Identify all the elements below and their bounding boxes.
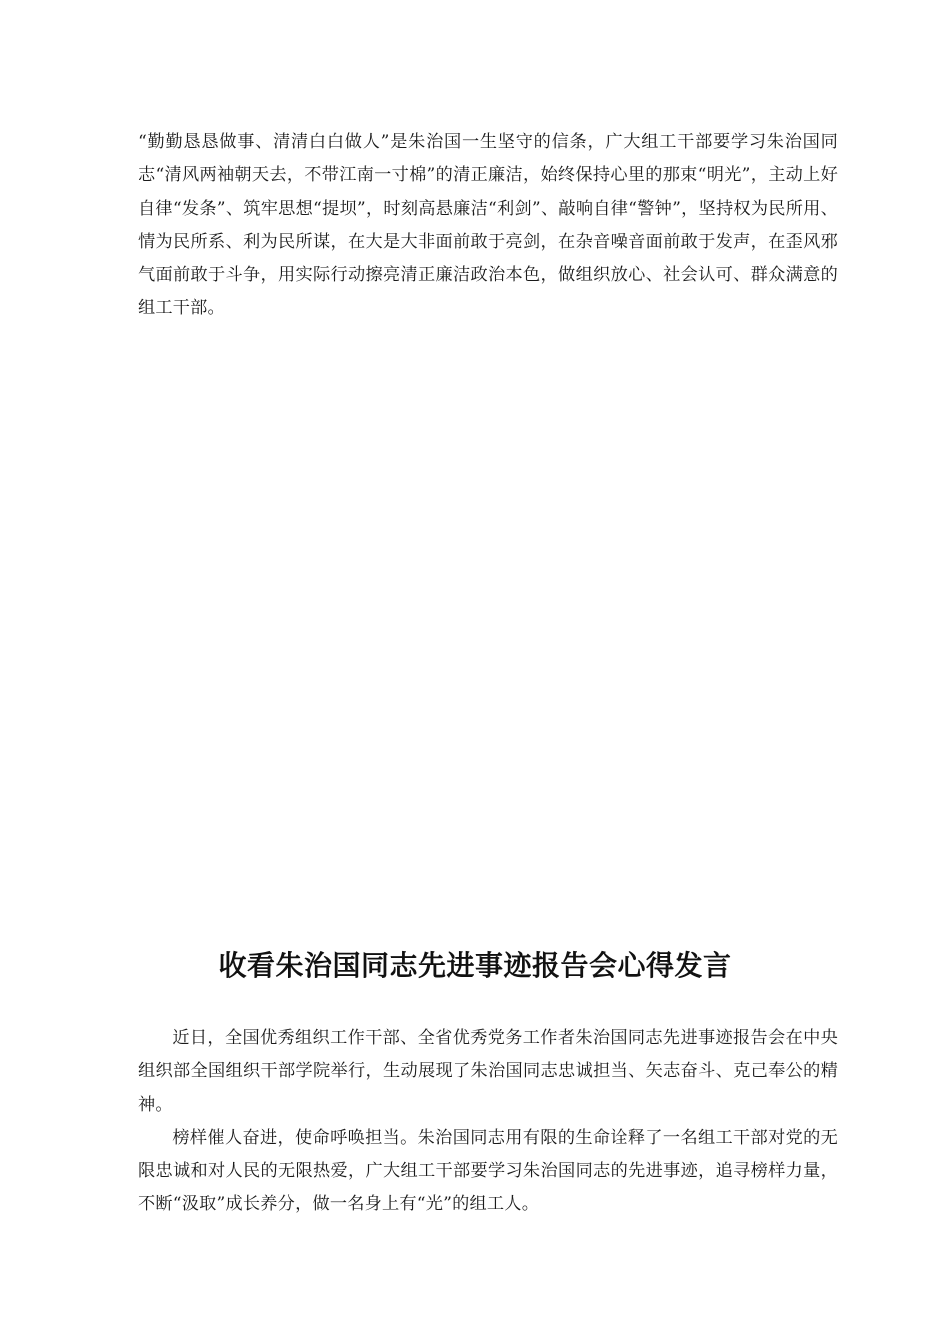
bottom-text-block (138, 1022, 838, 1222)
body-paragraph: 榜样催人奋进，使命呼唤担当。朱治国同志用有限的生命诠释了一名组工干部对党的无限忠诚和对人民的无限热爱，广大组工干部要学习朱治国同志的先进事迹，追寻榜样力量，不断“汲取”成长养分，做一名身上有“光”的组工人。 (138, 1127, 838, 1215)
top-text-block (138, 126, 838, 326)
body-paragraph: 近日，全国优秀组织工作干部、全省优秀党务工作者朱治国同志先进事迹报告会在中央组织部全国组织干部学院举行，生动展现了朱治国同志忠诚担当、矢志奋斗、克己奉公的精神。 (138, 1028, 838, 1115)
document-title: 收看朱治国同志先进事迹报告会心得发言 (218, 949, 732, 982)
body-paragraph: “勤勤恳恳做事、清清白白做人”是朱治国一生坚守的信条，广大组工干部要学习朱治国同志“清风两袖朝天去，不带江南一寸棉”的清正廉洁，始终保持心里的那束“明光”，主动上好自律“发条”、筑牢思想“提坝”，时刻高悬廉洁“利剑”、敲响自律“警钟”，坚持权为民所用、情为民所系、利为民所谋，在大是大非面前敢于亮剑，在杂音噪音面前敢于发声，在歪风邪气面前敢于斗争，用实际行动擦亮清正廉洁政治本色，做组织放心、社会认可、群众满意的组工干部。 (138, 132, 838, 319)
